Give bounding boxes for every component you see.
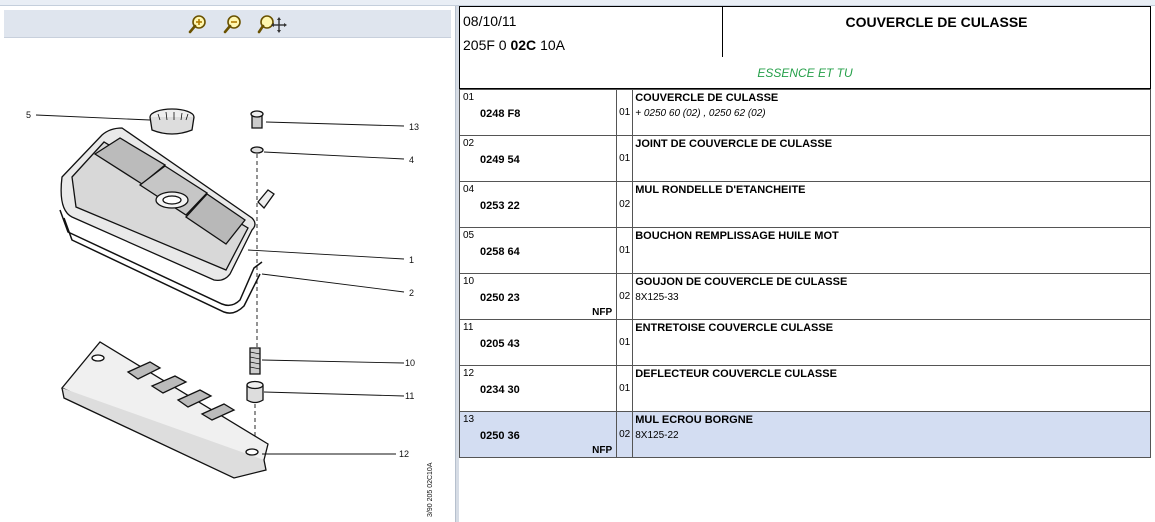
table-row[interactable]	[460, 320, 1151, 366]
designation-cell[interactable]	[633, 274, 1151, 320]
part-reference[interactable]: 0258 64	[480, 246, 520, 258]
part-note: 8X125-22	[635, 430, 679, 441]
designation-cell[interactable]	[633, 228, 1151, 274]
callout-12: 12	[399, 449, 410, 459]
subheader-text: ESSENCE ET TU	[757, 66, 853, 80]
zoom-in-icon[interactable]	[187, 13, 209, 35]
position-number: 11	[463, 322, 474, 333]
callout-1: 1	[409, 255, 415, 265]
part-ref-cell[interactable]	[460, 274, 617, 320]
quantity: 01	[619, 153, 631, 164]
part-ref-cell[interactable]	[460, 228, 617, 274]
part-designation: MUL RONDELLE D'ETANCHEITE	[635, 184, 806, 196]
position-number: 12	[463, 368, 475, 379]
quantity-cell	[617, 136, 633, 182]
part-reference[interactable]: 0205 43	[480, 338, 520, 350]
quantity: 01	[619, 337, 631, 348]
position-number: 10	[463, 276, 475, 287]
quantity-cell	[617, 90, 633, 136]
zoom-pan-icon[interactable]	[257, 13, 289, 35]
part-designation: COUVERCLE DE CULASSE	[635, 92, 779, 104]
designation-cell[interactable]	[633, 412, 1151, 458]
exploded-view-drawing	[0, 42, 455, 522]
part-ref-cell[interactable]	[460, 412, 617, 458]
table-row[interactable]	[460, 228, 1151, 274]
position-number: 13	[463, 414, 475, 425]
callout-4: 4	[409, 155, 415, 165]
part-reference[interactable]: 0248 F8	[480, 108, 521, 120]
position-number: 01	[463, 92, 475, 103]
table-row[interactable]	[460, 412, 1151, 458]
position-number: 05	[463, 230, 475, 241]
designation-cell[interactable]	[633, 182, 1151, 228]
quantity: 02	[619, 291, 631, 302]
part-ref-cell[interactable]	[460, 366, 617, 412]
ref-suffix: 10A	[540, 37, 565, 53]
callout-13: 13	[409, 122, 420, 132]
table-row[interactable]	[460, 366, 1151, 412]
part-reference[interactable]: 0234 30	[480, 384, 520, 396]
header-date: 08/10/11	[463, 13, 517, 29]
quantity-cell	[617, 366, 633, 412]
zoom-toolbar	[4, 10, 451, 38]
engine-subheader	[459, 57, 1151, 89]
table-row[interactable]	[460, 136, 1151, 182]
quantity: 01	[619, 383, 631, 394]
part-designation: BOUCHON REMPLISSAGE HUILE MOT	[635, 230, 839, 242]
part-reference[interactable]: 0249 54	[480, 154, 520, 166]
callout-5: 5	[26, 110, 32, 120]
part-reference[interactable]: 0250 23	[480, 292, 520, 304]
quantity-cell	[617, 228, 633, 274]
callout-2: 2	[409, 288, 415, 298]
part-designation: ENTRETOISE COUVERCLE CULASSE	[635, 322, 834, 334]
quantity-cell	[617, 274, 633, 320]
part-designation: GOUJON DE COUVERCLE DE CULASSE	[635, 276, 848, 288]
designation-cell[interactable]	[633, 366, 1151, 412]
zoom-out-icon[interactable]	[222, 13, 244, 35]
part-ref-cell[interactable]	[460, 320, 617, 366]
position-number: 02	[463, 138, 475, 149]
nfp-flag: NFP	[592, 445, 613, 456]
parts-pane	[459, 6, 1151, 522]
callout-11: 11	[405, 391, 415, 401]
position-number: 04	[463, 184, 475, 195]
quantity: 02	[619, 199, 631, 210]
part-reference[interactable]: 0250 36	[480, 430, 520, 442]
designation-cell[interactable]	[633, 90, 1151, 136]
page-title: COUVERCLE DE CULASSE	[845, 14, 1028, 30]
parts-table	[459, 89, 1151, 458]
part-designation: DEFLECTEUR COUVERCLE CULASSE	[635, 368, 837, 380]
table-row[interactable]	[460, 90, 1151, 136]
quantity: 01	[619, 245, 631, 256]
diagram-pane	[0, 6, 455, 522]
table-row[interactable]	[460, 182, 1151, 228]
table-row[interactable]	[460, 274, 1151, 320]
part-reference[interactable]: 0253 22	[480, 200, 520, 212]
designation-cell[interactable]	[633, 320, 1151, 366]
part-note: 8X125-33	[635, 292, 679, 303]
header-ref	[463, 37, 565, 53]
part-note: + 0250 60 (02) , 0250 62 (02)	[635, 108, 766, 119]
designation-cell[interactable]	[633, 136, 1151, 182]
ref-prefix: 205F 0	[463, 37, 507, 53]
part-designation: JOINT DE COUVERCLE DE CULASSE	[635, 138, 833, 150]
quantity-cell	[617, 412, 633, 458]
ref-bold: 02C	[510, 37, 537, 53]
part-ref-cell[interactable]	[460, 136, 617, 182]
callout-10: 10	[405, 358, 416, 368]
quantity: 02	[619, 429, 631, 440]
quantity-cell	[617, 182, 633, 228]
parts-header	[459, 6, 1151, 58]
quantity-cell	[617, 320, 633, 366]
part-designation: MUL ECROU BORGNE	[635, 414, 753, 426]
part-ref-cell[interactable]	[460, 90, 617, 136]
nfp-flag: NFP	[592, 307, 613, 318]
drawing-code: 3/90 205 02C10A	[427, 462, 434, 517]
part-ref-cell[interactable]	[460, 182, 617, 228]
quantity: 01	[619, 107, 631, 118]
